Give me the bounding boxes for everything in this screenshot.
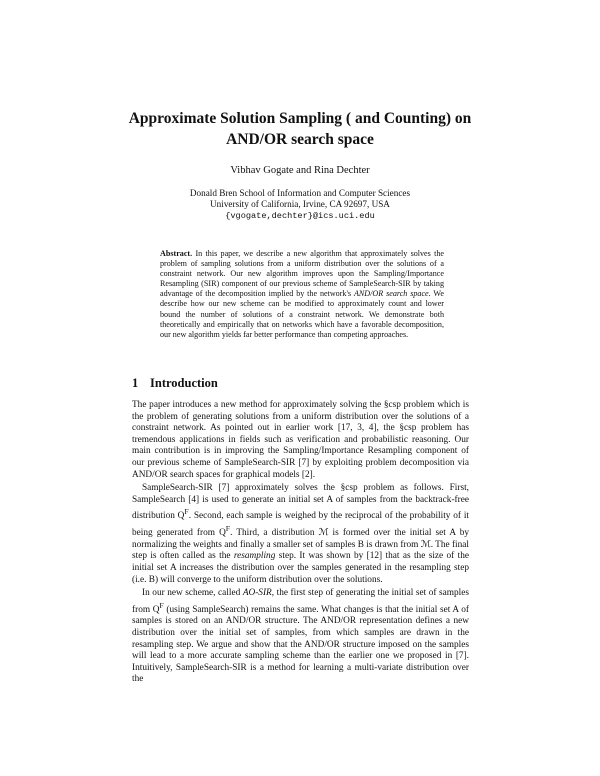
affiliation-line-2: University of California, Irvine, CA 92697, USA bbox=[210, 199, 390, 210]
authors: Vibhav Gogate and Rina Dechter bbox=[230, 165, 370, 176]
section-title: Introduction bbox=[150, 376, 218, 390]
p3-text-b: , the first step of generating the initial set of samples from Q bbox=[132, 588, 469, 615]
body-text bbox=[132, 400, 469, 686]
section-number: 1 bbox=[132, 376, 139, 390]
p2-text-b: . Second, each sample is weighed by the reciprocal of the probability of it being generated from Q bbox=[132, 511, 469, 539]
p2-sup-2: F bbox=[225, 524, 231, 534]
section-heading bbox=[132, 376, 218, 391]
paragraph-3 bbox=[132, 588, 469, 686]
paragraph-1: The paper introduces a new method for approximately solving the §csp problem which is the problem of generating solutions from a uniform distribution over the solutions of a constraint network. As pointed out in earlier work [17, 3, 4], the §csp problem has tremendous applications in fields such as verification and probabilistic reasoning. Our main contribution is in improving the Sampling/Importance Resampling component of our previous scheme of SampleSearch-SIR [7] by exploiting problem decomposition via AND/OR search spaces for graphical models [2]. bbox=[132, 400, 469, 480]
p3-text-c: (using SampleSearch) remains the same. What changes is that the initial set A of samples is stored on an AND/OR structure. The AND/OR representation defines a new distribution over the initial set of samples, from which samples are drawn in the resampling step. We argue and show that the AND/OR structure imposed on the samples will lead to a more accurate sampling scheme than the earlier one we proposed in [7]. Intuitively, SampleSearch-SIR is a method for learning a multi-variate distribution over the bbox=[132, 604, 469, 685]
affiliation bbox=[60, 188, 540, 222]
affiliation-line-1: Donald Bren School of Information and Computer Sciences bbox=[189, 188, 411, 198]
title-line-2: AND/OR search space bbox=[226, 131, 374, 148]
p2-italic: resampling bbox=[233, 551, 276, 562]
p2-text-d: step. It was shown by [12] that as the size of the initial set A increases the distribution over the samples generated in the resampling step (i.e. B) will converge to the uniform distribution over the solutions. bbox=[132, 551, 470, 585]
paragraph-2 bbox=[132, 483, 469, 586]
email: {vgogate,dechter}@ics.uci.edu bbox=[225, 210, 375, 221]
p3-italic: AO-SIR bbox=[242, 588, 272, 599]
p3-sup: F bbox=[159, 600, 164, 610]
abstract bbox=[160, 249, 444, 340]
p3-text-a: In our new scheme, called bbox=[142, 588, 241, 599]
title-line-1: Approximate Solution Sampling ( and Counting) on bbox=[128, 110, 472, 127]
p2-text-a: SampleSearch-SIR [7] approximately solves the §csp problem as follows. First, SampleSearch [4] is used to generate an initial set A of samples from the backtrack-free distribution Q bbox=[132, 483, 469, 522]
abstract-text-2: . We describe how our new scheme can be modified to approximately count and lower bound the number of solutions of a constraint network. We demonstrate both theoretically and empirically that on networks which have a favorable decomposition, our new algorithm yields far better performance than competing approaches. bbox=[160, 289, 444, 339]
p2-text-c: . Third, a distribution ℳ is formed over the initial set A by normalizing the weights and finally a smaller set of samples B is drawn from ℳ. The final step is often called as the bbox=[132, 528, 469, 562]
abstract-text-1: In this paper, we describe a new algorithm that approximately solves the problem of sampling solutions from a uniform distribution over the solutions of a constraint network. Our new algorithm improves upon the Sampling/Importance Resampling (SIR) component of our previous scheme of SampleSearch-SIR by taking advantage of the decomposition implied by the network's bbox=[160, 249, 445, 299]
abstract-label: Abstract. bbox=[160, 249, 193, 258]
p2-sup-1: F bbox=[184, 507, 189, 517]
abstract-italic: AND/OR search space bbox=[353, 289, 429, 299]
paper-title bbox=[60, 108, 540, 150]
